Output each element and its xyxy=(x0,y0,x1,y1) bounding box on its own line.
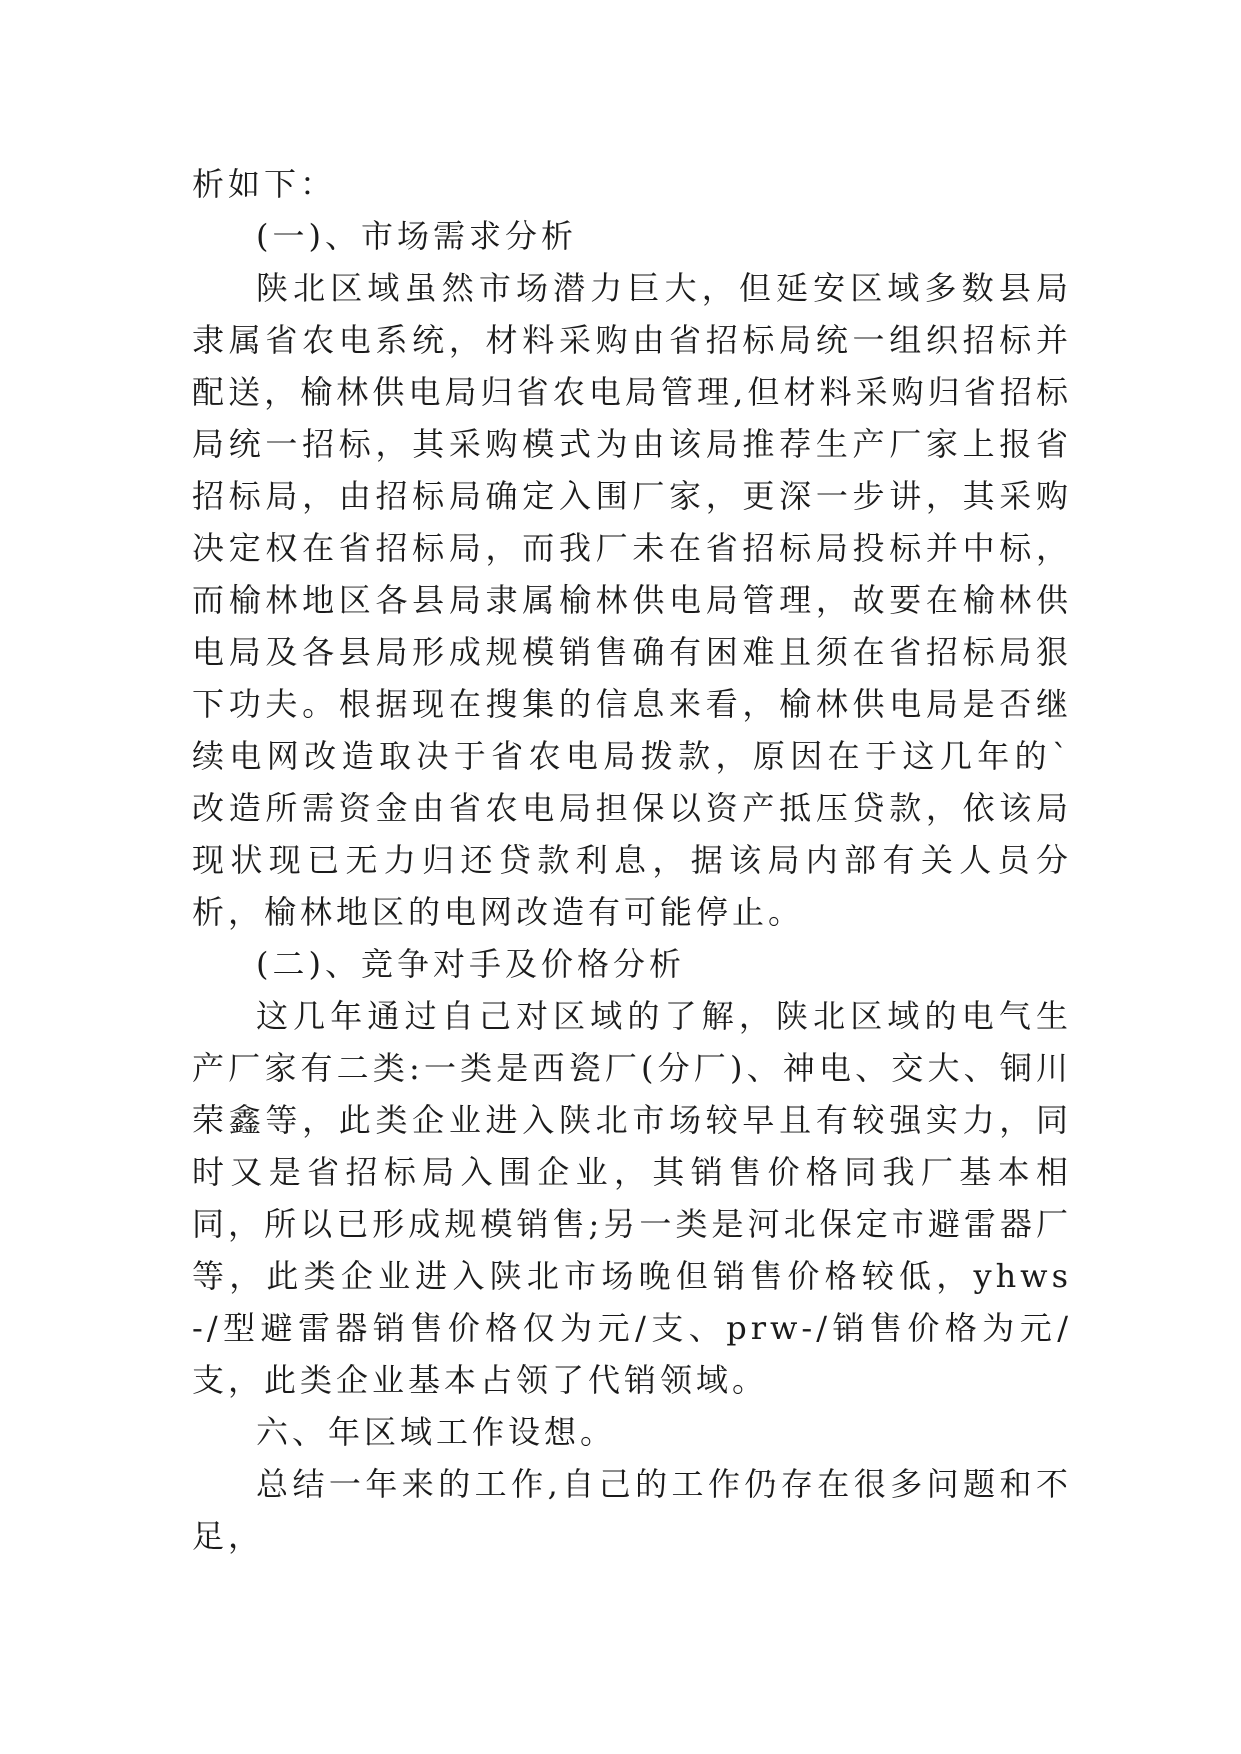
paragraph-summary: 总结一年来的工作,自己的工作仍存在很多问题和不足， xyxy=(192,1465,1072,1555)
section-heading-market-demand: (一)、市场需求分析 xyxy=(256,217,577,255)
paragraph-continuation: 析如下： xyxy=(192,165,337,203)
paragraph-competition: 这几年通过自己对区域的了解，陕北区域的电气生产厂家有二类:一类是西瓷厂(分厂)、神电、交大、铜川荣鑫等，此类企业进入陕北市场较早且有较强实力，同时又是省招标局入围企业，其销售价格同我厂基本相同，所以已形成规模销售;另一类是河北保定市避雷器厂等，此类企业进入陕北市场晚但销售价格较低，yhws-/型避雷器销售价格仅为元/支、prw-/销售价格为元/支，此类企业基本占领了代销领域。 xyxy=(192,997,1072,1399)
document-body xyxy=(192,158,1072,1562)
section-heading-work-plan: 六、年区域工作设想。 xyxy=(256,1413,617,1451)
section-heading-competition: (二)、竞争对手及价格分析 xyxy=(256,945,685,983)
paragraph-market-demand: 陕北区域虽然市场潜力巨大，但延安区域多数县局隶属省农电系统，材料采购由省招标局统一组织招标并配送，榆林供电局归省农电局管理,但材料采购归省招标局统一招标，其采购模式为由该局推荐生产厂家上报省招标局，由招标局确定入围厂家，更深一步讲，其采购决定权在省招标局，而我厂未在省招标局投标并中标，而榆林地区各县局隶属榆林供电局管理，故要在榆林供电局及各县局形成规模销售确有困难且须在省招标局狠下功夫。根据现在搜集的信息来看，榆林供电局是否继续电网改造取决于省农电局拨款，原因在于这几年的`改造所需资金由省农电局担保以资产抵压贷款，依该局现状现已无力归还贷款利息，据该局内部有关人员分析，榆林地区的电网改造有可能停止。 xyxy=(192,269,1072,931)
